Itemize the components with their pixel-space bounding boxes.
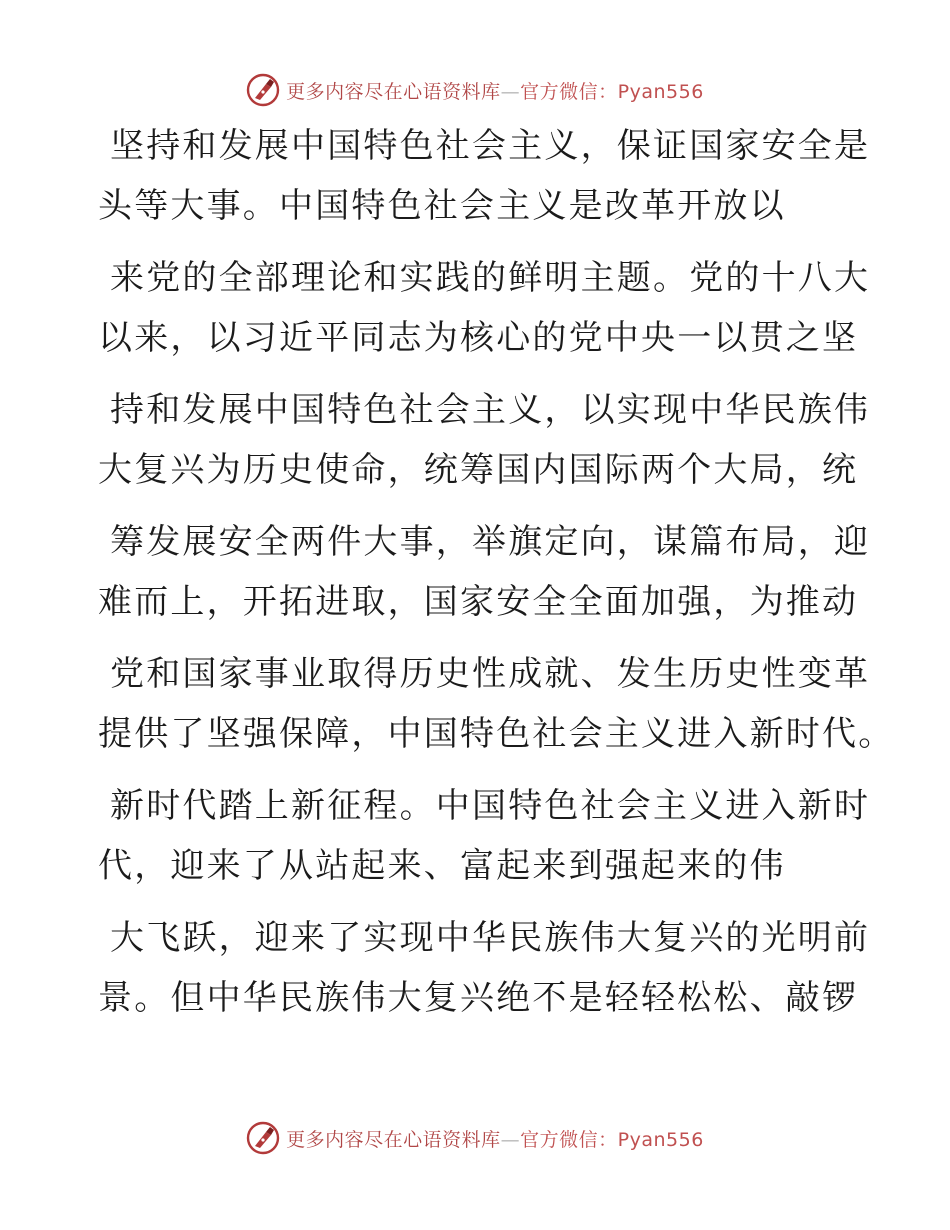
text-line: 代，迎来了从站起来、富起来到强起来的伟 [98, 846, 786, 886]
text-line: 头等大事。中国特色社会主义是改革开放以 [98, 186, 786, 226]
banner-separator: — [500, 80, 521, 103]
banner-text [286, 1125, 704, 1152]
text-line: 难而上，开拓进取，国家安全全面加强，为推动 [98, 582, 859, 622]
text-line: 坚持和发展中国特色社会主义，保证国家安全是 [110, 126, 871, 166]
text-line: 筹发展安全两件大事，举旗定向，谋篇布局，迎 [110, 522, 871, 562]
text-line: 党和国家事业取得历史性成就、发生历史性变革 [110, 654, 871, 694]
text-line: 大复兴为历史使命，统筹国内国际两个大局，统 [98, 450, 859, 490]
text-line: 大飞跃，迎来了实现中华民族伟大复兴的光明前 [110, 918, 871, 958]
pen-nib-logo-icon [246, 1121, 280, 1155]
banner-prefix: 更多内容尽在心语资料库 [286, 80, 501, 103]
banner-separator: — [500, 1128, 521, 1151]
banner-contact: 官方微信：Pyan556 [520, 1128, 704, 1151]
banner-contact: 官方微信：Pyan556 [520, 80, 704, 103]
text-line: 以来，以习近平同志为核心的党中央一以贯之坚 [98, 318, 859, 358]
footer-banner [0, 1118, 950, 1158]
text-line: 持和发展中国特色社会主义，以实现中华民族伟 [110, 390, 871, 430]
text-line: 来党的全部理论和实践的鲜明主题。党的十八大 [110, 258, 871, 298]
text-line: 景。但中华民族伟大复兴绝不是轻轻松松、敲锣 [98, 978, 859, 1018]
banner-prefix: 更多内容尽在心语资料库 [286, 1128, 501, 1151]
text-line: 新时代踏上新征程。中国特色社会主义进入新时 [110, 786, 871, 826]
text-line: 提供了坚强保障，中国特色社会主义进入新时代。 [98, 714, 895, 754]
